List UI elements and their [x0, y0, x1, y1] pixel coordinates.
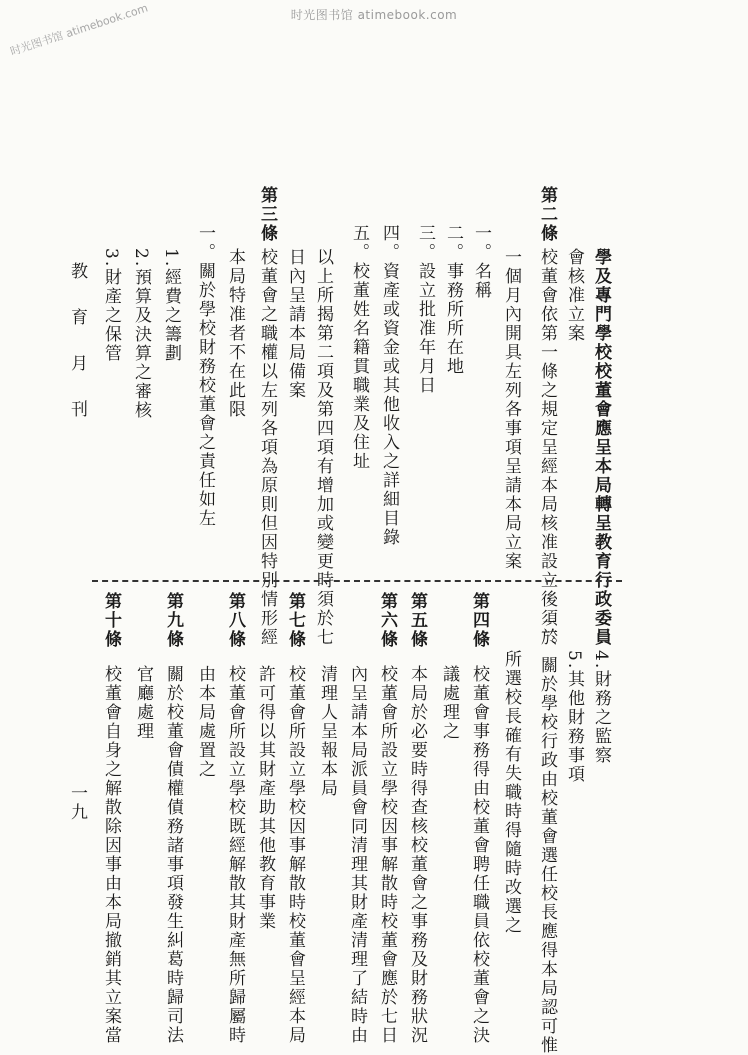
list-item: 三。設立批准年月日 — [415, 224, 435, 395]
text-column: 日內呈請本局備案 — [285, 248, 305, 400]
list-item: 1.經費之籌劃 — [161, 248, 181, 364]
list-item: 一。名稱 — [471, 224, 491, 300]
article-heading: 第三條 — [257, 186, 277, 243]
article-heading: 第七條 — [285, 592, 305, 649]
text-column: 校董會依第一條之規定呈經本局核准設立後須於 — [537, 248, 557, 647]
section-divider — [92, 580, 622, 582]
list-item: 四。資產或資金或其他收入之詳細目錄 — [379, 224, 399, 547]
text-column: 校董會所設立學校因事解散時校董會呈經本局 — [285, 665, 305, 1045]
list-item: 3.財產之保管 — [101, 248, 121, 364]
text-column: 校董會所設立學校既經解散其財產無所歸屬時 — [225, 665, 245, 1045]
journal-title: 教 育 月 刊 — [67, 262, 87, 423]
article-heading: 第六條 — [377, 592, 397, 649]
article-heading: 第八條 — [225, 592, 245, 649]
text-column: 學及專門學校校董會應呈本局轉呈教育行政委員 — [591, 248, 611, 647]
text-column: 以上所揭第二項及第四項有增加或變更時須於七 — [313, 248, 333, 647]
text-column: 本局於必要時得查核校董會之事務及財務狀況 — [407, 665, 427, 1045]
article-heading: 第二條 — [537, 186, 557, 243]
text-column: 官廳處理 — [133, 665, 153, 741]
text-column: 校董會之職權以左列各項為原則但因特別情形經 — [257, 248, 277, 647]
article-heading: 第五條 — [407, 592, 427, 649]
text-column: 校董會自身之解散除因事由本局撤銷其立案當 — [101, 665, 121, 1045]
text-column: 校董會事務得由校董會聘任職員依校董會之決 — [469, 665, 489, 1045]
text-column: 清理人呈報本局 — [317, 665, 337, 798]
text-column: 關於校董會債權債務諸事項發生糾葛時歸司法 — [163, 665, 183, 1045]
side-watermark: 时光图书馆 atimebook.com — [8, 1, 150, 59]
text-column: 許可得以其財產助其他教育事業 — [255, 665, 275, 931]
text-column: 會核准立案 — [564, 248, 584, 343]
list-item: 二。事務所所在地 — [443, 224, 463, 376]
list-item: 4.財務之監察 — [591, 650, 611, 766]
text-column: 議處理之 — [439, 665, 459, 741]
text-column: 一個月內開具左列各事項呈請本局立案 — [501, 248, 521, 571]
article-heading: 第十條 — [101, 592, 121, 649]
text-column: 內呈請本局派員會同清理其財產清理了結時由 — [347, 665, 367, 1045]
article-heading: 第九條 — [163, 592, 183, 649]
list-item: 2.預算及決算之審核 — [131, 248, 151, 421]
text-column: 由本局處置之 — [195, 665, 215, 779]
list-item: 5.其他財務事項 — [564, 650, 584, 785]
list-item: 一。關於學校財務校董會之責任如左 — [195, 224, 215, 528]
text-column: 所選校長確有失職時得隨時改選之 — [501, 650, 521, 935]
page-number: 一九 — [67, 784, 87, 822]
text-column: 校董會所設立學校因事解散時校董會應於七日 — [377, 665, 397, 1045]
text-column: 本局特准者不在此限 — [225, 248, 245, 419]
list-item: 二。關於學校行政由校董會選任校長應得本局認可惟 — [537, 618, 557, 1055]
top-watermark: 时光图书馆 atimebook.com — [290, 8, 458, 22]
list-item: 五。校董姓名籍貫職業及住址 — [349, 224, 369, 471]
article-heading: 第四條 — [469, 592, 489, 649]
